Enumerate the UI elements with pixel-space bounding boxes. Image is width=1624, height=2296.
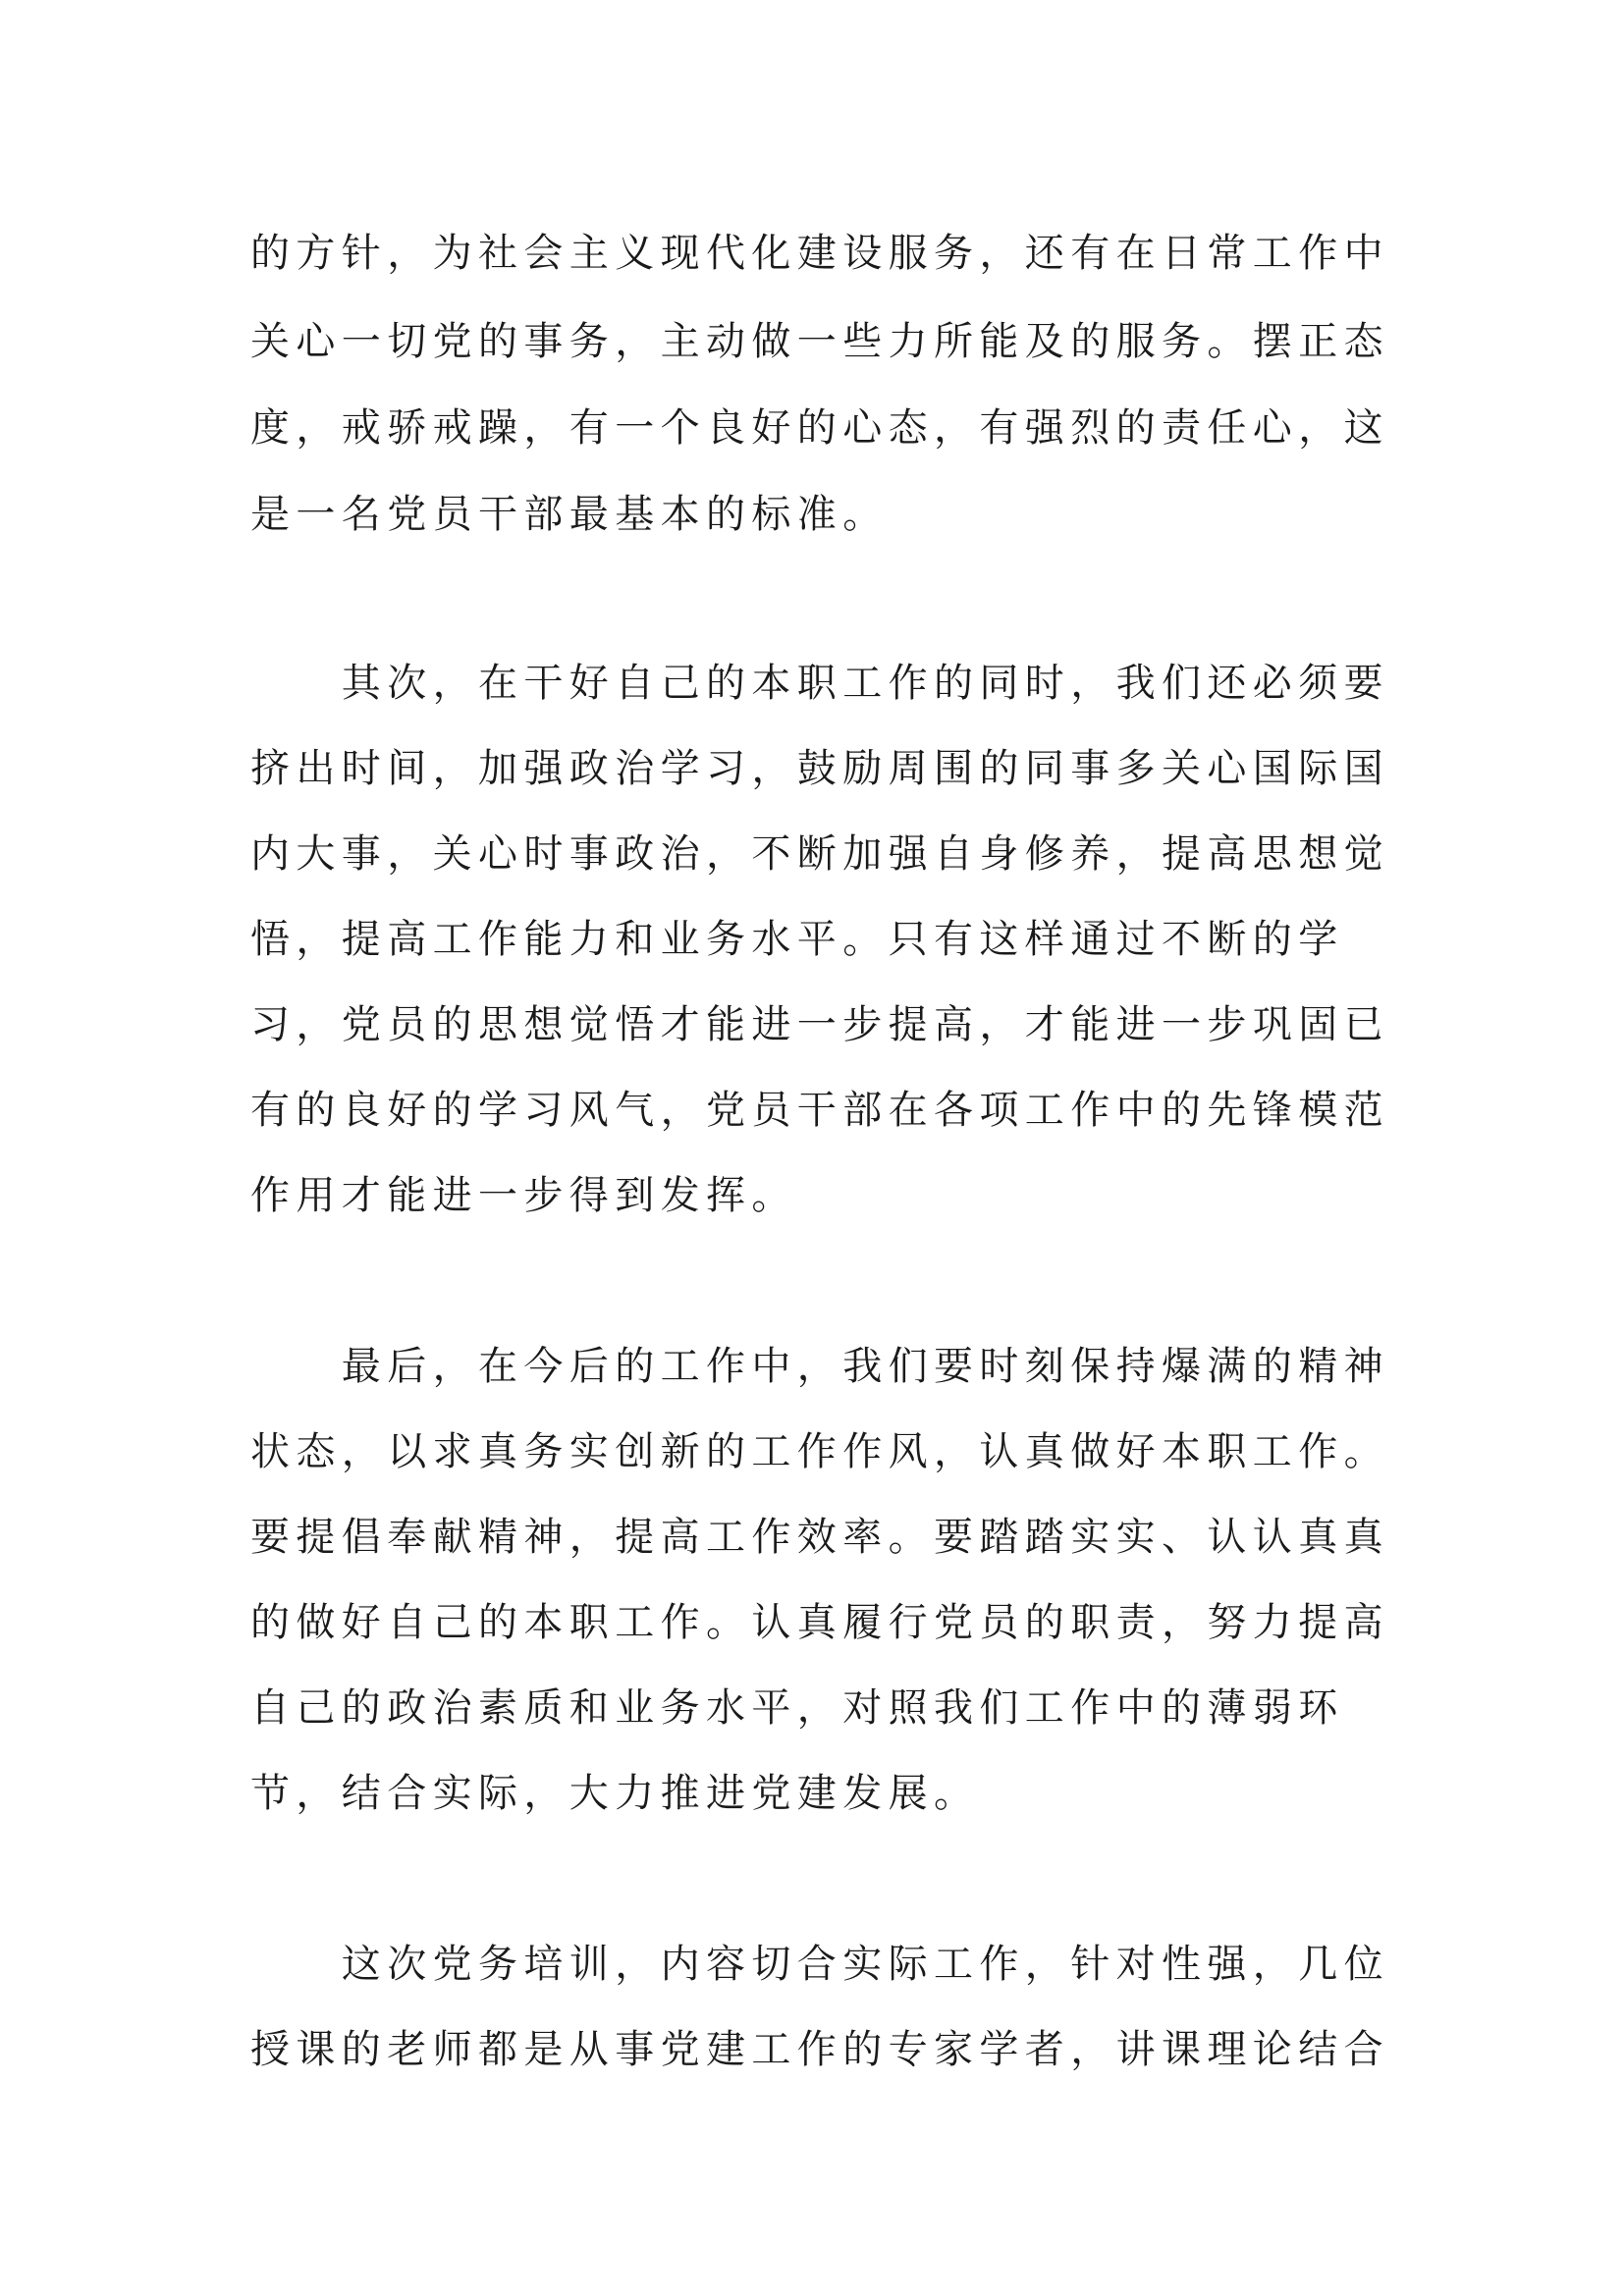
text-line: 挤出时间，加强政治学习，鼓励周围的同事多关心国际国: [250, 746, 1389, 791]
text-line: 的做好自己的本职工作。认真履行党员的职责，努力提高: [250, 1600, 1389, 1645]
text-line: 关心一切党的事务，主动做一些力所能及的服务。摆正态: [250, 319, 1389, 364]
text-line: 要提倡奉献精神，提高工作效率。要踏踏实实、认认真真: [250, 1515, 1389, 1560]
text-line: 最后，在今后的工作中，我们要时刻保持爆满的精神: [250, 1344, 1389, 1389]
text-line: 习，党员的思想觉悟才能进一步提高，才能进一步巩固已: [250, 1002, 1389, 1047]
text-line: 内大事，关心时事政治，不断加强自身修养，提高思想觉: [250, 831, 1389, 877]
text-line: 其次，在干好自己的本职工作的同时，我们还必须要: [250, 661, 1389, 706]
text-line: 授课的老师都是从事党建工作的专家学者，讲课理论结合: [250, 2027, 1389, 2072]
text-line: 度，戒骄戒躁，有一个良好的心态，有强烈的责任心，这: [250, 405, 1389, 451]
text-line: 作用才能进一步得到发挥。: [250, 1173, 797, 1218]
text-line: 状态，以求真务实创新的工作作风，认真做好本职工作。: [250, 1429, 1389, 1474]
text-line: 有的良好的学习风气，党员干部在各项工作中的先锋模范: [250, 1088, 1389, 1133]
text-line: 的方针，为社会主义现代化建设服务，还有在日常工作中: [250, 231, 1389, 276]
text-line: 悟，提高工作能力和业务水平。只有这样通过不断的学: [250, 917, 1344, 962]
text-line: 是一名党员干部最基本的标准。: [250, 492, 889, 537]
text-line: 这次党务培训，内容切合实际工作，针对性强，几位: [250, 1942, 1389, 1987]
text-line: 节，结合实际，大力推进党建发展。: [250, 1771, 980, 1816]
text-line: 自己的政治素质和业务水平，对照我们工作中的薄弱环: [250, 1685, 1344, 1731]
